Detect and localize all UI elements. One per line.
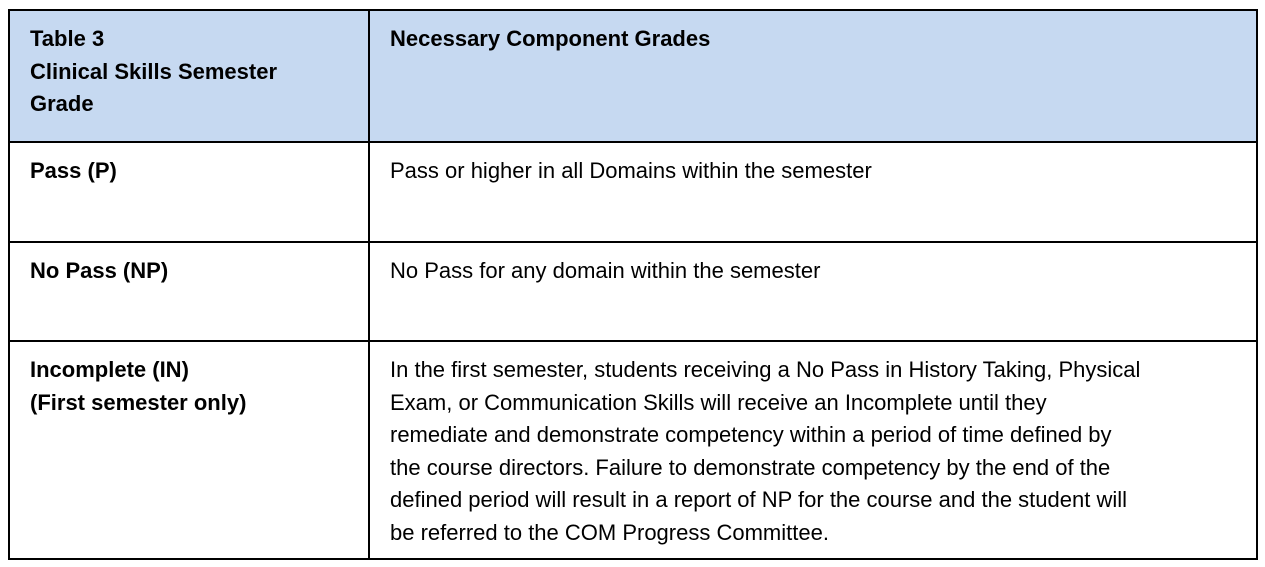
table-header-row bbox=[9, 10, 1257, 142]
grade-cell bbox=[9, 142, 369, 242]
grade-label: No Pass (NP) bbox=[30, 258, 169, 283]
grade-label: Incomplete (IN) bbox=[30, 357, 189, 382]
header-title-line: Table 3 bbox=[30, 26, 105, 51]
requirement-text: Pass or higher in all Domains within the semester bbox=[390, 158, 872, 183]
requirement-text: Exam, or Communication Skills will receive an Incomplete until they bbox=[390, 389, 1047, 415]
table-row bbox=[9, 142, 1257, 242]
header-component-label: Necessary Component Grades bbox=[390, 26, 711, 51]
grade-qualifier: (First semester only) bbox=[30, 389, 247, 415]
header-title-line: Clinical Skills Semester bbox=[30, 58, 278, 84]
header-cell-semester-grade bbox=[9, 10, 369, 142]
requirement-text: In the first semester, students receiving a No Pass in History Taking, Physical bbox=[390, 357, 1141, 382]
requirement-text: defined period will result in a report of NP for the course and the student will bbox=[390, 487, 1127, 512]
requirement-text: be referred to the COM Progress Committee. bbox=[390, 519, 829, 545]
table-row bbox=[9, 341, 1257, 559]
table-row bbox=[9, 242, 1257, 341]
header-title-line: Grade bbox=[30, 91, 94, 116]
grade-cell bbox=[9, 341, 369, 559]
grade-label: Pass (P) bbox=[30, 158, 117, 183]
requirement-cell bbox=[369, 142, 1257, 242]
requirement-cell bbox=[369, 341, 1257, 559]
requirement-cell bbox=[369, 242, 1257, 341]
header-cell-component-grades bbox=[369, 10, 1257, 142]
requirement-text: No Pass for any domain within the semester bbox=[390, 258, 821, 283]
requirement-text: remediate and demonstrate competency within a period of time defined by bbox=[390, 422, 1112, 447]
grade-cell bbox=[9, 242, 369, 341]
clinical-skills-grade-table bbox=[8, 9, 1258, 560]
requirement-text: the course directors. Failure to demonstrate competency by the end of the bbox=[390, 454, 1111, 480]
